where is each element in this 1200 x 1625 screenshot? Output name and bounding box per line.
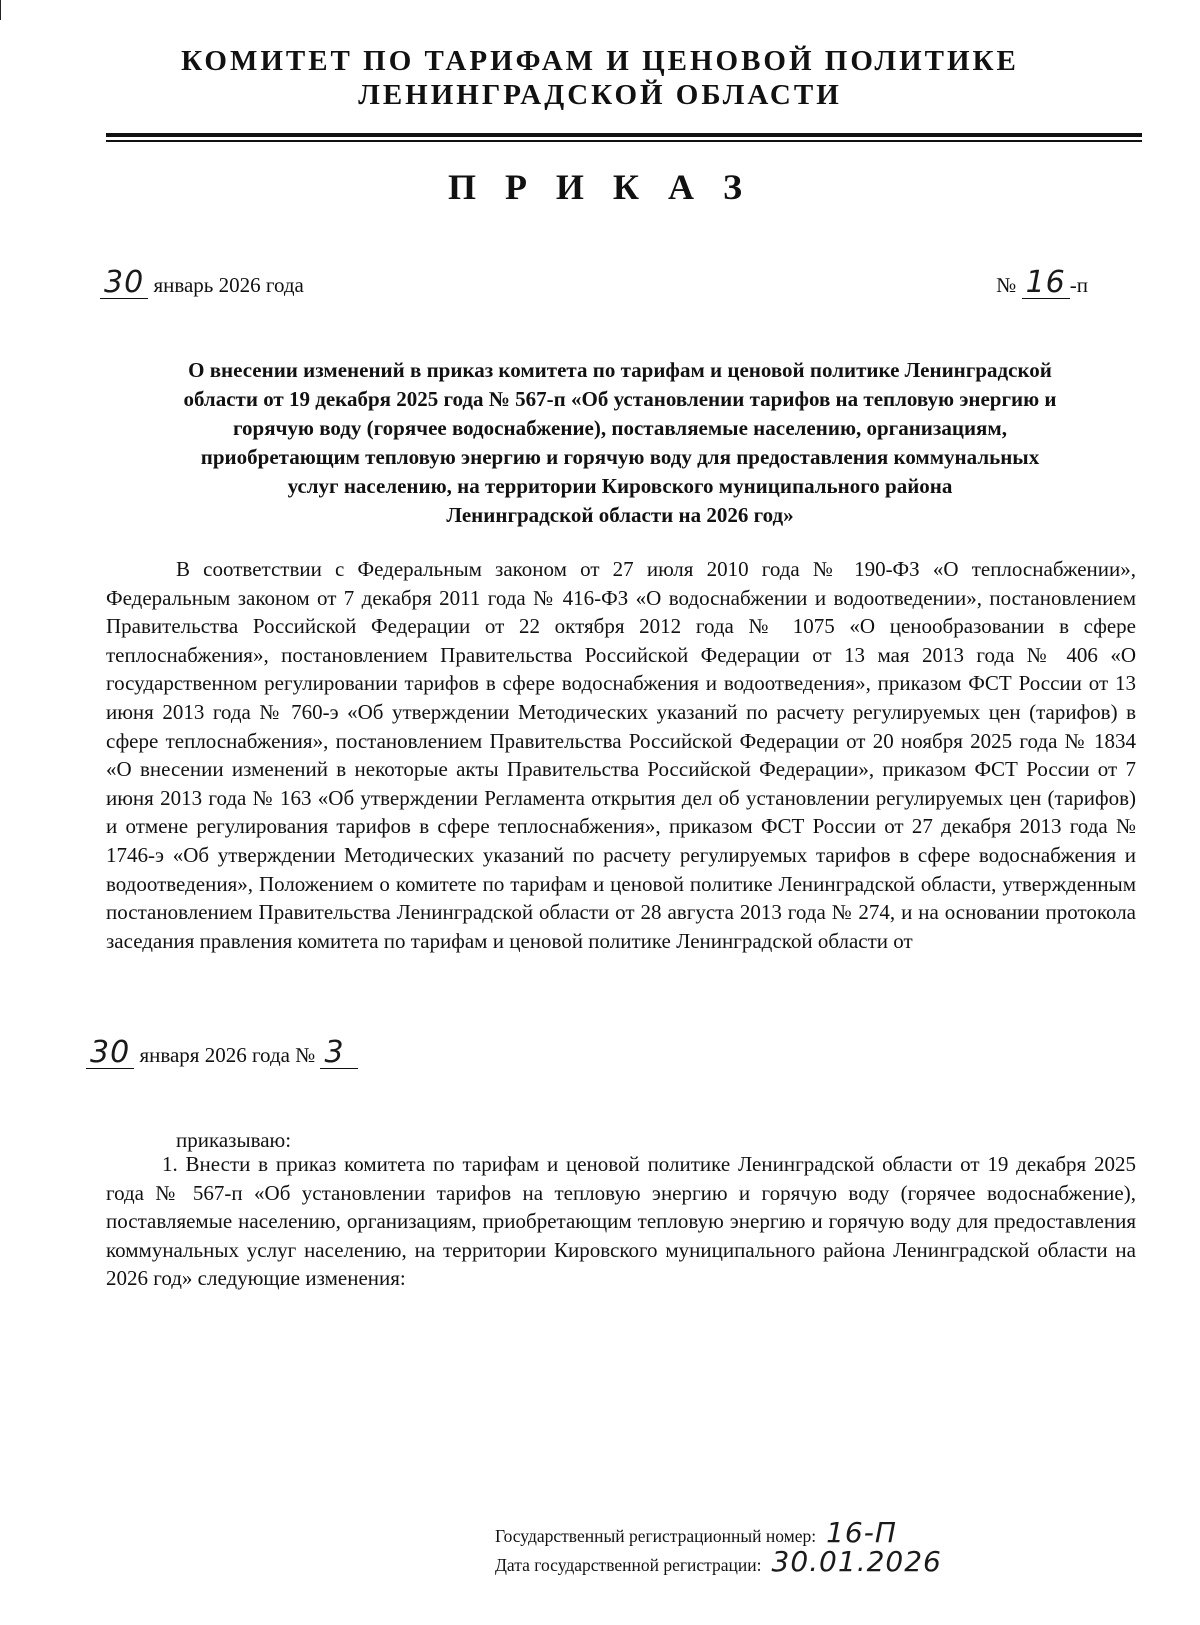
registration-date-label: Дата государственной регистрации:: [495, 1555, 762, 1575]
handwritten-protocol-day: 30: [86, 1038, 134, 1069]
document-date-text: январь 2026 года: [148, 273, 304, 297]
document-subject: [110, 356, 1130, 530]
order-word: приказываю:: [176, 1128, 292, 1152]
organization-title-line-1: КОМИТЕТ ПО ТАРИФАМ И ЦЕНОВОЙ ПОЛИТИКЕ: [181, 45, 1019, 77]
header-divider-thick: [106, 133, 1142, 137]
document-date: [100, 265, 304, 300]
subject-line: приобретающим тепловую энергию и горячую воду для предоставления коммунальных: [200, 445, 1040, 469]
document-type-title: П Р И К А З: [447, 167, 753, 207]
header-divider-thin: [106, 140, 1142, 142]
scan-margin-mark: [0, 0, 1, 20]
registration-block: [495, 1516, 942, 1578]
protocol-date-text: января 2026 года №: [134, 1043, 321, 1067]
order-item-1: 1. Внести в приказ комитета по тарифам и ценовой политике Ленинградской области от 19 декабря 2025 года № 567-п «Об установлении тарифов на тепловую энергию и горячую воду (горячее водоснабжение), поставляемые населению, организациям, приобретающим тепловую энергию и горячую воду для предоставления коммунальных услуг населению, на территории Кировского муниципального района Ленинградской области на 2026 год» следующие изменения:: [106, 1152, 1136, 1291]
subject-line: О внесении изменений в приказ комитета по тарифам и ценовой политике Ленинградской: [188, 358, 1052, 382]
organization-title-line-2: ЛЕНИНГРАДСКОЙ ОБЛАСТИ: [358, 79, 842, 111]
handwritten-document-number: 16: [1022, 268, 1070, 299]
document-number: [996, 265, 1088, 300]
document-number-prefix: №: [996, 273, 1022, 297]
handwritten-protocol-number: 3: [320, 1038, 358, 1069]
preamble-paragraph: В соответствии с Федеральным законом от 27 июля 2010 года № 190-ФЗ «О теплоснабжении», Федеральным законом от 7 декабря 2011 года № 416-ФЗ «О водоснабжении и водоотведении», постановлением Правительства Российской Федерации от 22 октября 2012 года № 1075 «О ценообразовании в сфере теплоснабжения», постановлением Правительства Российской Федерации от 13 мая 2013 года № 406 «О государственном регулировании тарифов в сфере водоснабжения и водоотведения», приказом ФСТ России от 13 июня 2013 года № 760-э «Об утверждении Методических указаний по расчету регулируемых цен (тарифов) в сфере теплоснабжения», постановлением Правительства Российской Федерации от 20 ноября 2025 года № 1834 «О внесении изменений в некоторые акты Правительства Российской Федерации», приказом ФСТ России от 7 июня 2013 года № 163 «Об утверждении Регламента открытия дел об установлении регулируемых цен (тарифов) и отмене регулирования тарифов в сфере теплоснабжения», приказом ФСТ России от 27 декабря 2013 года № 1746-э «Об утверждении Методических указаний по расчету регулируемых тарифов в сфере водоснабжения и водоотведения», Положением о комитете по тарифам и ценовой политике Ленинградской области, утвержденным постановлением Правительства Ленинградской области от 28 августа 2013 года № 274, и на основании протокола заседания правления комитета по тарифам и ценовой политике Ленинградской области от: [106, 557, 1136, 953]
document-number-suffix: -п: [1069, 273, 1088, 297]
registration-number-label: Государственный регистрационный номер:: [495, 1526, 817, 1546]
handwritten-date-day: 30: [100, 268, 148, 299]
organization-title: [0, 44, 1200, 112]
protocol-reference: [86, 1035, 358, 1070]
handwritten-registration-date: 30.01.2026: [771, 1545, 942, 1578]
registration-date-row: [495, 1545, 942, 1578]
subject-line: услуг населению, на территории Кировского муниципального района: [287, 474, 953, 498]
subject-line: горячую воду (горячее водоснабжение), поставляемые населению, организациям,: [233, 416, 1007, 440]
handwritten-registration-number: 16-П: [826, 1516, 897, 1549]
subject-line: области от 19 декабря 2025 года № 567-п «Об установлении тарифов на тепловую энергию и: [183, 387, 1057, 411]
subject-line: Ленинградской области на 2026 год»: [446, 503, 794, 527]
